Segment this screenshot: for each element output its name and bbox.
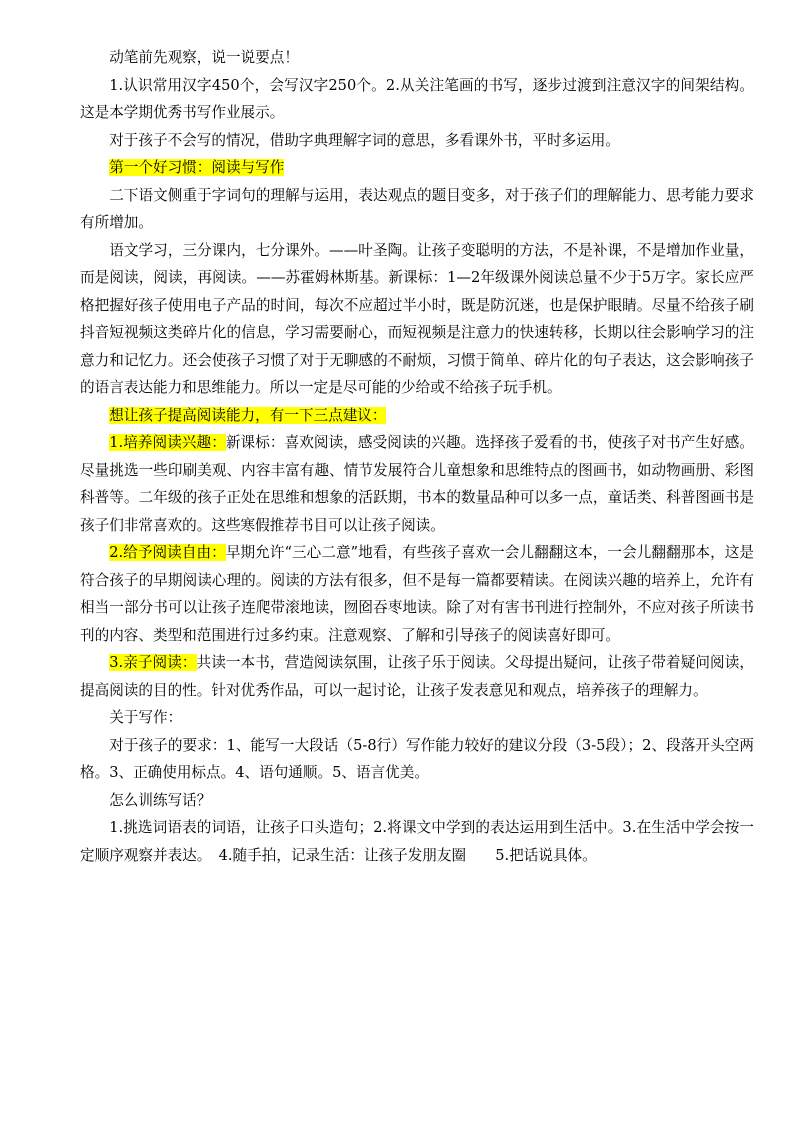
comprehension-paragraph: 二下语文侧重于字词句的理解与运用，表达观点的题目变多，对于孩子们的理解能力、思考能力要求有所增加。 [80, 186, 754, 231]
writing-training-paragraph: 1.挑选词语表的词语，让孩子口头造句；2.将课文中学到的表达运用到生活中。3.在生活中学会按一定顺序观察并表达。 4.随手拍，记录生活：让孩子发朋友圈 5.把话说具体。 [80, 819, 754, 864]
suggestion-parent-child-label: 3.亲子阅读： [109, 654, 197, 671]
suggestion-freedom [80, 539, 754, 649]
suggestion-interest-body: 新课标：喜欢阅读，感受阅读的兴趣。选择孩子爱看的书，使孩子对书产生好感。尽量挑选一些印刷美观、内容丰富有趣、情节发展符合儿童想象和思维特点的图画书，如动物画册、彩图科普等。二年级的孩子正处在思维和想象的活跃期，书本的数量品种可以多一点，童话类、科普图画书是孩子们非常喜欢的。这些寒假推荐书目可以让孩子阅读。 [80, 434, 754, 534]
intro-paragraph: 动笔前先观察，说一说要点！ [109, 49, 299, 66]
habit-heading-highlight: 第一个好习惯：阅读与写作 [109, 159, 285, 176]
suggestion-interest [80, 429, 754, 539]
writing-training-question: 怎么训练写话？ [109, 791, 212, 809]
suggestion-interest-label: 1.培养阅读兴趣： [109, 434, 226, 451]
suggestion-freedom-label: 2.给予阅读自由： [109, 544, 226, 561]
writing-heading: 关于写作： [109, 709, 183, 726]
reading-importance-paragraph: 语文学习，三分课内，七分课外。——叶圣陶。让孩子变聪明的方法，不是补课，不是增加作业量，而是阅读，阅读，再阅读。——苏霍姆林斯基。新课标：1—2年级课外阅读总量不少于5万字。家长应严格把握好孩子使用电子产品的时间，每次不应超过半小时，既是防沉迷，也是保护眼睛。尽量不给孩子刷抖音短视频这类碎片化的信息，学习需要耐心，而短视频是注意力的快速转移，长期以往会影响学习的注意力和记忆力。还会使孩子习惯了对于无聊感的不耐烦，习惯于简单、碎片化的句子表达，这会影响孩子的语言表达能力和思维能力。所以一定是尽可能的少给或不给孩子玩手机。 [80, 241, 754, 396]
suggestion-parent-child [80, 649, 754, 704]
writing-requirements-paragraph: 对于孩子的要求：1、能写一大段话（5-8行）写作能力较好的建议分段（3-5段）；2、段落开头空两格。3、正确使用标点。4、语句通顺。5、语言优美。 [80, 736, 754, 781]
suggestions-heading [80, 402, 754, 430]
document-page [80, 44, 754, 869]
suggestion-parent-child-body: 共读一本书，营造阅读氛围，让孩子乐于阅读。父母提出疑问，让孩子带着疑问阅读，提高阅读的目的性。针对优秀作品，可以一起讨论，让孩子发表意见和观点，培养孩子的理解力。 [80, 654, 754, 699]
suggestion-freedom-body: 早期允许“三心二意”地看，有些孩子喜欢一会儿翻翻这本，一会儿翻翻那本，这是符合孩子的早期阅读心理的。阅读的方法有很多，但不是每一篇都要精读。在阅读兴趣的培养上，允许有相当一部分书可以让孩子连爬带滚地读，囫囵吞枣地读。除了对有害书刊进行控制外，不应对孩子所读书刊的内容、类型和范围进行过多约束。注意观察、了解和引导孩子的阅读喜好即可。 [80, 544, 754, 644]
dictionary-paragraph: 对于孩子不会写的情况，借助字典理解字词的意思，多看课外书，平时多运用。 [109, 131, 620, 149]
goals-paragraph: 1.认识常用汉字450个，会写汉字250个。2.从关注笔画的书写，逐步过渡到注意汉字的间架结构。这是本学期优秀书写作业展示。 [80, 76, 754, 121]
suggestions-heading-highlight: 想让孩子提高阅读能力，有一下三点建议： [109, 406, 387, 424]
habit-heading [80, 154, 754, 182]
